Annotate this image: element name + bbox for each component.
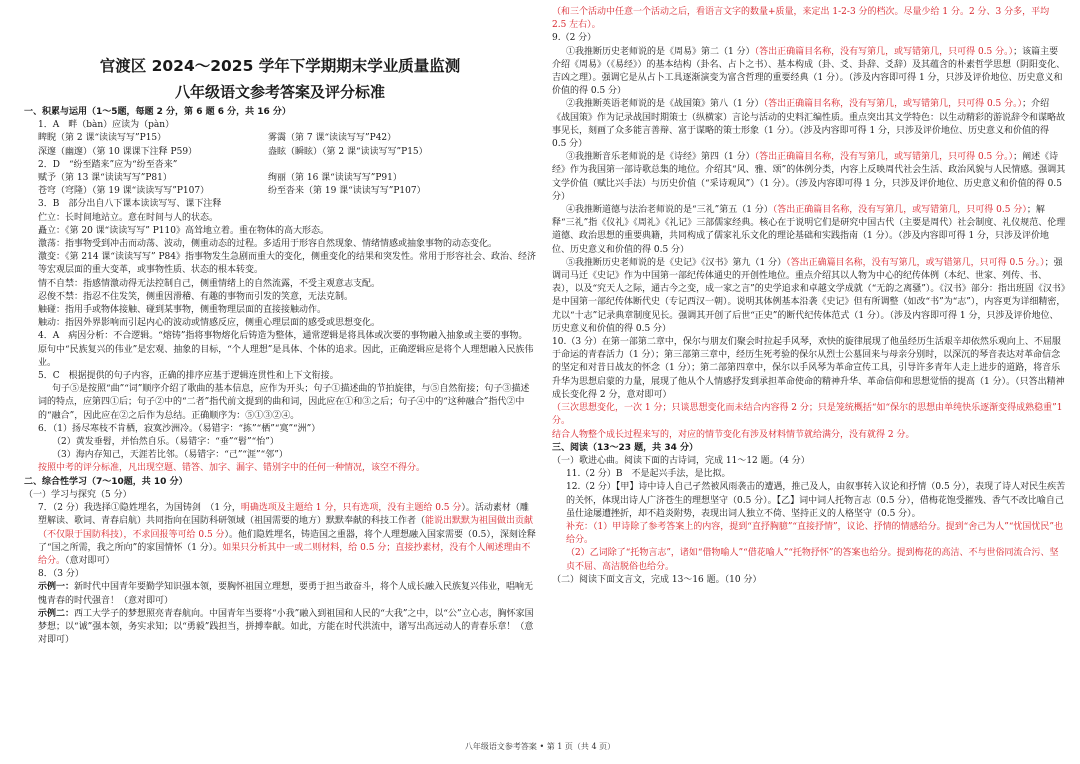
example-label: 示例二：	[38, 608, 75, 619]
q11-answer: 11.（2 分）B 不是起兴手法，是比拟。	[566, 469, 731, 480]
page-footer: 八年级语文参考答案 • 第 1 页（共 4 页）	[464, 742, 616, 751]
q8-scoring-note: （和三个活动中任意一个活动之后，看语言文字的数量+质量，来定出 1-2-3 分的档次。尽量少给 1 分。2 分、3 分多，平均 2.5 左右）。	[552, 7, 1050, 31]
example-text: 新时代中国青年要勤学知识强本领，要胸怀祖国立理想，要勇于担当敢奋斗，将个人成长融入民族复兴伟业，唱响无愧青春的时代强音！（意对即可）	[38, 582, 534, 606]
q6-line-2: （2）黄发垂髫，并怡然自乐。（易错字：“垂”“髫”“怡”）	[52, 437, 279, 448]
answer-text: ①我推断历史老师说的是《周易》第二（1 分）	[566, 46, 755, 57]
answer-text: ；强调司马迁《史记》作为中国第一部纪传体通史的开创性地位。重点介绍其以人物为中心的纪传体例（本纪、世家、列传、书、表），以及“究天人之际，通古今之变，成一家之言”的史学追求和卓越文学成就（“无韵之离骚”）。《汉书》部分：指出班固《汉书》是中国第一部纪传体断代史（专记西汉一朝）。说明其体例基本沿袭《史记》但有所调整（如改“书”为“志”），内容更为详细精密，尤以“十志”记录典章制度见长。强调其开创了后世“正史”的断代纪传体范式（1 分）。（涉及内容即可得 1 分，只涉及评价地位、历史意义和价值的得 0.5 分）	[552, 257, 1066, 334]
q3-explanation: 伫立：长时间地站立。意在时间与人的状态。	[38, 212, 219, 223]
q1-item: 睥睨（第 2 课“读读写写”P15）	[38, 133, 167, 144]
scoring-note: （答出正确篇目名称，没有写第几，或写错第几，只可得 0.5 分。）	[754, 152, 1014, 163]
q12-answer: 12.（2 分）【甲】诗中诗人自己孑然被风雨袭击的遭遇，推己及人，由叙事转入议论和抒情（0.5 分），表现了诗人对民生疾苦的关怀，体现出诗人广济苍生的理想坚守（0.5 分）。【乙】词中词人托物言志（0.5 分），借梅花饱受摧残、香气不改比喻自己虽仕途屡遭挫折，却不趋炎附势，表现出词人独立不倚、坚持正义的人格坚守（0.5 分）。	[566, 482, 1066, 519]
q9-answer-5	[552, 257, 1066, 336]
q7-scoring-note: 如果只分析其中一或二则材料，给 0.5 分；直接抄素材，没有个人阐述理由不给分。	[38, 542, 531, 566]
q2-row-1	[24, 172, 536, 185]
q8-example-2	[24, 608, 536, 648]
q3-explanation: 忍俊不禁：指忍不住发笑，侧重因滑稽、有趣的事物而引发的笑意，无法克制。	[38, 291, 354, 302]
answer-text: ⑤我推断历史老师说的是《史记》《汉书》第九（1 分）	[566, 257, 787, 268]
q1-row-2	[24, 146, 536, 159]
q3-explanation: 情不自禁：指感情激动得无法控制自己，侧重情绪上的自然流露，不受主观意志支配。	[38, 278, 381, 289]
q7-text: ）。活动素材（雕塑解读、歌词、青春启航）共同指向在国防科研领域（祖国需要的地方）默默奉献的科技工作者（	[38, 503, 529, 527]
answer-text: ④我推断道德与法治老师说的是“三礼”第五（1 分）	[566, 205, 773, 216]
example-text: 西工大学子的梦想照亮青春航向。中国青年当要将“小我”融入到祖国和人民的“大我”之中，以“公”立心志，胸怀家国梦想；以“诚”强本领，务实求知；以“勇毅”践担当，拼搏奉献。如此，方能在时代洪流中，谱写出高远动人的青春乐章！（意对即可）	[38, 608, 534, 646]
example-label: 示例一：	[38, 582, 75, 593]
q4-answer: 4．A 病因分析：不合逻辑。“熔铸”指将事物熔化后铸造为整体，通常逻辑是将具体或次要的事物融入抽象或主要的事物。原句中“民族复兴的伟业”是宏观、抽象的目标，“个人理想”是具体、个体的追求。因此，正确逻辑应是将个人理想融入民族伟业。	[38, 331, 534, 368]
q7-answer	[24, 502, 536, 568]
q6-line-3: （3）海内存知己，天涯若比邻。（易错字：“己”“涯”“邻”）	[52, 450, 288, 461]
section-2-heading: 二、综合性学习（7～10题，共 10 分）	[24, 476, 188, 487]
q3-explanation: 触碰：指用手或物体接触、碰到某事物，侧重物理层面的直接接触动作。	[38, 305, 327, 316]
q12-scoring-note: （2）乙词除了“托物言志”，诸如“借物喻人”“借花喻人”“托物抒怀”的答案也给分。提到梅花的高洁、不与世俗同流合污、坚贞不屈、高洁脱俗也给分。	[566, 548, 1059, 572]
q1-answer: 1．A 畔（bàn）应读为（pàn）	[38, 120, 175, 131]
subsection-heading: （一）学习与探究（5 分）	[24, 489, 132, 500]
q5-explanation: 句子⑤是按照“曲”“词”顺序介绍了歌曲的基本信息，应作为开头；句子①描述曲的节拍旋律，与⑤自然衔接；句子③描述词的特点，应第四①后；句子②中的“二者”指代前文提到的曲和词，因此应在①和③之后；句子④中的“这种融合”指代②中的“融合”，因此应在②之后作为总结。正确顺序为：⑤①③②④。	[38, 384, 530, 421]
q10-scoring-note: 结合人物整个成长过程来写的，对应的情节变化有涉及材料情节就给满分，没有就得 2 分。	[552, 429, 915, 440]
scoring-note: （答出正确篇目名称，没有写第几，或写错第几，只可得 0.5 分）	[772, 205, 1027, 216]
scoring-note: （答出正确篇目名称，没有写第几，或写错第几，只可得 0.5 分。）	[754, 46, 1014, 57]
q1-row-1	[24, 132, 536, 145]
answer-text: ；解释“三礼”指《仪礼》《周礼》《礼记》三部儒家经典。核心在于说明它们是研究中国古代（主要是周代）社会制度、礼仪规范、伦理道德、政治思想的重要典籍，共同构成了儒家礼乐文化的理论基础和实践指南（1 分）。（涉及内容即可得 1 分，只涉及评价地位、历史意义和价值的得 0.5 分）	[552, 205, 1066, 255]
page-title: 官渡区 2024～2025 学年下学期期末学业质量监测	[99, 57, 461, 75]
q7-text: ）。他们隐姓埋名，铸造国之重器，将个人理想融入国家需要（0.5），深刻诠释了“国之所需，我之所向”的家国情怀（1 分）。	[38, 529, 536, 553]
q6-scoring-note: 按照中考的评分标准，凡出现空题、错答、加字、漏字、错别字中的任何一种情况，该空不得分。	[38, 463, 426, 474]
q1-item: 盎眩（瞬眩）（第 2 课“读读写写”P15）	[268, 146, 428, 157]
section-1-heading: 一、积累与运用（1～5题，每题 2 分，第 6 题 6 分，共 16 分）	[24, 107, 291, 117]
q7-text: （意对即可）	[65, 555, 115, 566]
answer-text: ②我推断英语老师说的是《战国策》第八（1 分）	[566, 99, 764, 110]
answer-text: ③我推断音乐老师说的是《诗经》第四（1 分）	[566, 152, 755, 163]
q7-scoring-note: 能说出默默为祖国做出贡献（不仅限于国防科技），不求回报等可给 0.5 分	[38, 516, 534, 540]
q1-item: 深邃（幽邃）（第 10 课课下注释 P59）	[38, 146, 198, 157]
q3-answer: 3．B 部分出自八下课本读读写写、课下注释	[38, 199, 222, 210]
q2-row-2	[24, 185, 536, 198]
q2-answer: 2．D “纷至踏来”应为“纷至沓来”	[38, 159, 178, 170]
q3-explanation: 触动：指因外界影响而引起内心的波动或情感反应，侧重心理层面的感受或思想变化。	[38, 318, 381, 329]
q9-heading: 9.（2 分）	[552, 33, 597, 44]
q9-answer-3	[552, 151, 1066, 204]
q1-item: 雾霭（第 7 课“读读写写”P42）	[268, 133, 397, 144]
q3-explanation: 激变：《第 214 课“读读写写” P84》指事物发生急剧而重大的变化，侧重变化的结果和突发性。常用于形容社会、政治、经济等宏观层面的重大变革，或事物性质、状态的根本转变。	[38, 252, 536, 276]
q8-heading: 8．（3 分）	[38, 569, 84, 580]
q10-scoring-note: （三次思想变化，一次 1 分；只谈思想变化而未结合内容得 2 分；只是笼统概括“如“保尔的思想由单纯快乐逐渐变得成熟稳重”1 分。	[552, 403, 1063, 427]
q3-explanation: 矗立：《第 20 课“读读写写” P110》高耸地立着。重在物体的高大形态。	[38, 225, 329, 236]
q2-item: 绚丽（第 16 课“读读写写”P91）	[268, 173, 402, 184]
q12-scoring-note: 补充：（1）甲诗除了参考答案上的内容，提到“直抒胸臆”“直接抒情”，议论、抒情的情感给分。提到“舍己为人”“忧国忧民”也给分。	[566, 521, 1064, 546]
q6-line-1: 6．（1）扬尽寒枝不肯栖，寂寞沙洲冷。（易错字：“拣”“栖”“寞”“洲”）	[38, 423, 321, 434]
scoring-note: （答出正确篇目名称，没有写第几，或写错第几，只可得 0.5 分。）	[763, 99, 1023, 110]
subsection-heading: （二）阅读下面文言文，完成 13～16 题。（10 分）	[552, 574, 762, 585]
q3-explanation: 激荡：指事物受到冲击而动荡、波动，侧重动态的过程。多适用于形容自然现象、情绪情感或抽象事物的动态变化。	[38, 239, 498, 250]
q8-example-1	[24, 581, 536, 607]
q10-answer: 10.（3 分）在第一部第二章中，保尔与朋友们聚会时拉起手风琴，欢快的旋律展现了他虽经历生活艰辛却依然乐观向上、不屈服于命运的青春活力（1 分）；第三部第三章中，经历生死考验的保尔从烈士公墓回来与母亲分别时，以深沉的琴音表达对革命信念的坚定和对昔日战友的怀念（1 分）；第二部第四章中，保尔以手风琴为革命宣传工具，引导许多青年人走上进步的道路，将音乐升华为思想启蒙的力量，展现了他从个人情感抒发到承担革命使命的精神升华、革命信仰和思想觉悟的提高（1 分）。（只答出精神成长变化得 2 分，意对即可）	[552, 337, 1065, 400]
answer-text: ；介绍《战国策》作为记录战国时期策士（纵横家）言论与活动的史料汇编性质。重点突出其文学特色：以生动精彩的游说辞令和谋略故事见长，刻画了众多能言善辩、富于谋略的策士形象（1 分）。（涉及内容即可得 1 分，只涉及评价地位、历史意义和价值的得 0.5 分）	[552, 99, 1066, 150]
subsection-heading: （一）歌进心曲。阅读下面的古诗词，完成 11～12 题。（4 分）	[552, 455, 810, 466]
right-column	[552, 6, 1066, 764]
left-column	[24, 0, 536, 764]
section-3-heading: 三、阅读（13～23 题，共 34 分）	[552, 442, 698, 453]
q9-answer-2	[552, 98, 1066, 151]
q7-scoring-note: 明确选项及主题给 1 分，只有选项，没有主题给 0.5 分	[240, 503, 462, 514]
q9-answer-1	[552, 46, 1066, 99]
q2-item: 纷至沓来（第 19 课“读读写写”P107）	[268, 186, 426, 197]
q2-item: 苍穹（穹隆）（第 19 课“读读写写”P107）	[38, 186, 210, 197]
q2-item: 赋予（第 13 课“读读写写”P81）	[38, 173, 172, 184]
answer-text: ；该篇主要介绍《周易》（《易经》）的基本结构（卦名、占卜之书）、基本构成（卦、爻、卦辞、爻辞）及其蕴含的朴素哲学思想（阴阳变化、吉凶之理）。强调它是从占卜工具逐渐演变为富含哲理的重要经典（1 分）。（涉及内容即可得 1 分，只涉及评价地位、历史意义和价值的得 0.5 分）	[552, 46, 1066, 97]
q5-answer: 5．C 根据提供的句子内容，正确的排序应基于逻辑连贯性和上下文衔接。	[38, 371, 339, 382]
answer-text: ；阐述《诗经》作为我国第一部诗歌总集的地位。介绍其“风、雅、颂”的体例分类，内容上反映周代社会生活、政治风貌与人民情感。强调其文学价值（赋比兴手法）与历史价值（“采诗观风”）（1 分）。（涉及内容即可得 1 分，只涉及评价地位、历史意义和价值的得 0.5 分）	[552, 152, 1066, 202]
q7-text: 7．（2 分）我选择①隐姓埋名，为国铸剑 （1 分，	[38, 503, 241, 514]
q9-answer-4	[552, 204, 1066, 257]
page-subtitle: 八年级语文参考答案及评分标准	[174, 83, 385, 101]
scoring-note: （答出正确篇目名称，没有写第几，或写错第几，只可得 0.5 分。）	[786, 257, 1045, 268]
